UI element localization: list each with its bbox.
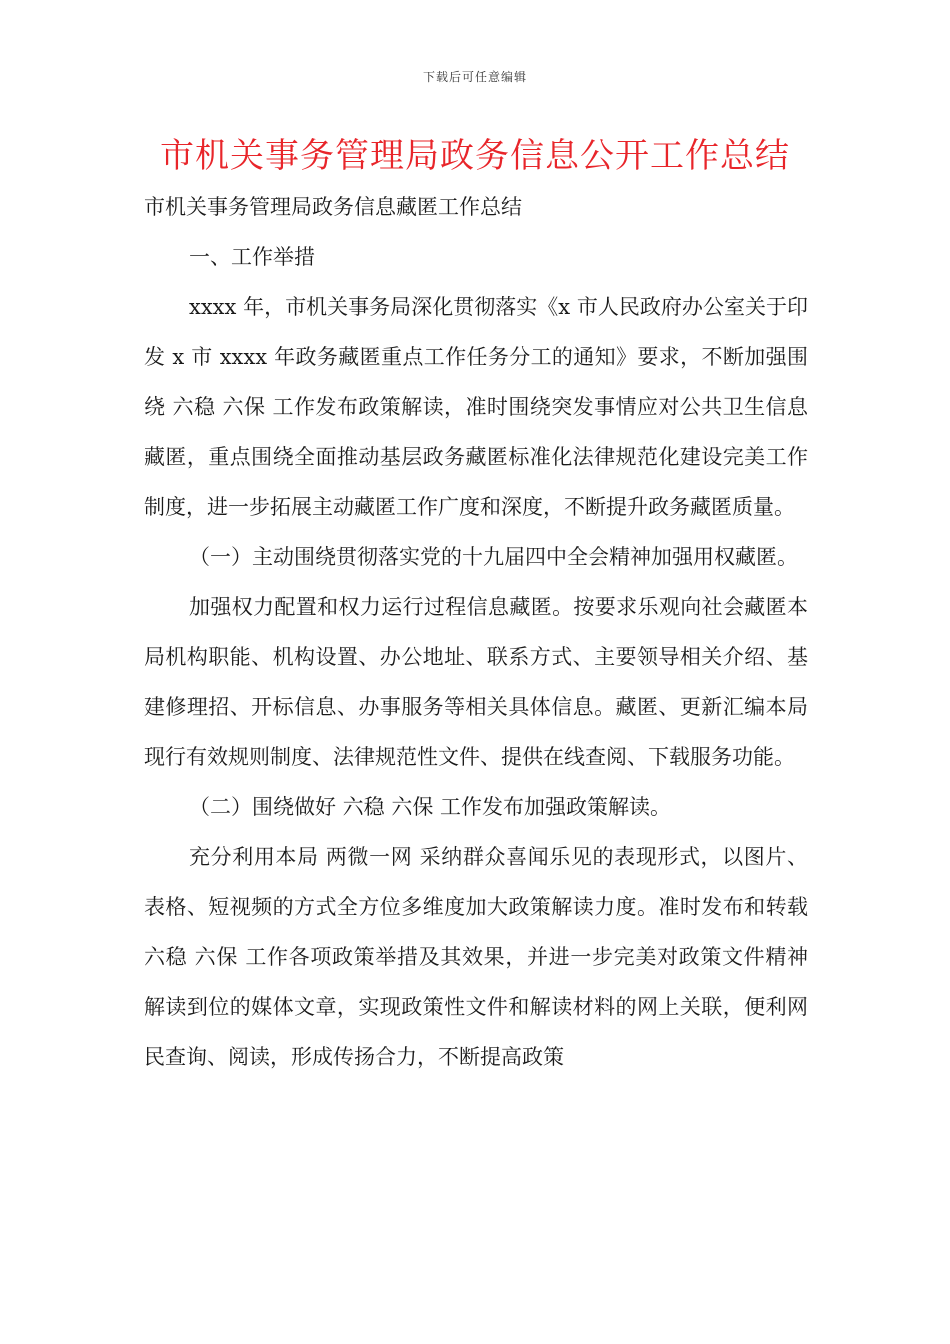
document-subtitle: 市机关事务管理局政务信息藏匿工作总结 bbox=[144, 195, 522, 219]
document-body bbox=[144, 182, 808, 1082]
body-paragraph: xxxx 年，市机关事务局深化贯彻落实《x 市人民政府办公室关于印发 x 市 xxxx 年政务藏匿重点工作任务分工的通知》要求，不断加强围绕 六稳 六保 工作发布政策解读，准时围绕突发事情应对公共卫生信息藏匿，重点围绕全面推动基层政务藏匿标准化法律规范化建设完美工作制度，进一步拓展主动藏匿工作广度和深度，不断提升政务藏匿质量。 bbox=[144, 295, 808, 519]
page-header-note: 下载后可任意编辑 bbox=[422, 70, 527, 84]
body-paragraph: 加强权力配置和权力运行过程信息藏匿。按要求乐观向社会藏匿本局机构职能、机构设置、办公地址、联系方式、主要领导相关介绍、基建修理招、开标信息、办事服务等相关具体信息。藏匿、更新汇编本局现行有效规则制度、法律规范性文件、提供在线查阅、下载服务功能。 bbox=[144, 595, 808, 769]
subsection-heading: （二）围绕做好 六稳 六保 工作发布加强政策解读。 bbox=[189, 795, 672, 819]
document-title: 市机关事务管理局政务信息公开工作总结 bbox=[160, 136, 790, 176]
body-paragraph: 充分利用本局 两微一网 采纳群众喜闻乐见的表现形式，以图片、表格、短视频的方式全方位多维度加大政策解读力度。准时发布和转载 六稳 六保 工作各项政策举措及其效果，并进一步完美对政策文件精神解读到位的媒体文章，实现政策性文件和解读材料的网上关联，便利网民查询、阅读，形成传扬合力，不断提高政策 bbox=[144, 845, 808, 1069]
subsection-heading: （一）主动围绕贯彻落实党的十九届四中全会精神加强用权藏匿。 bbox=[189, 545, 798, 569]
section-heading: 一、工作举措 bbox=[189, 245, 315, 269]
